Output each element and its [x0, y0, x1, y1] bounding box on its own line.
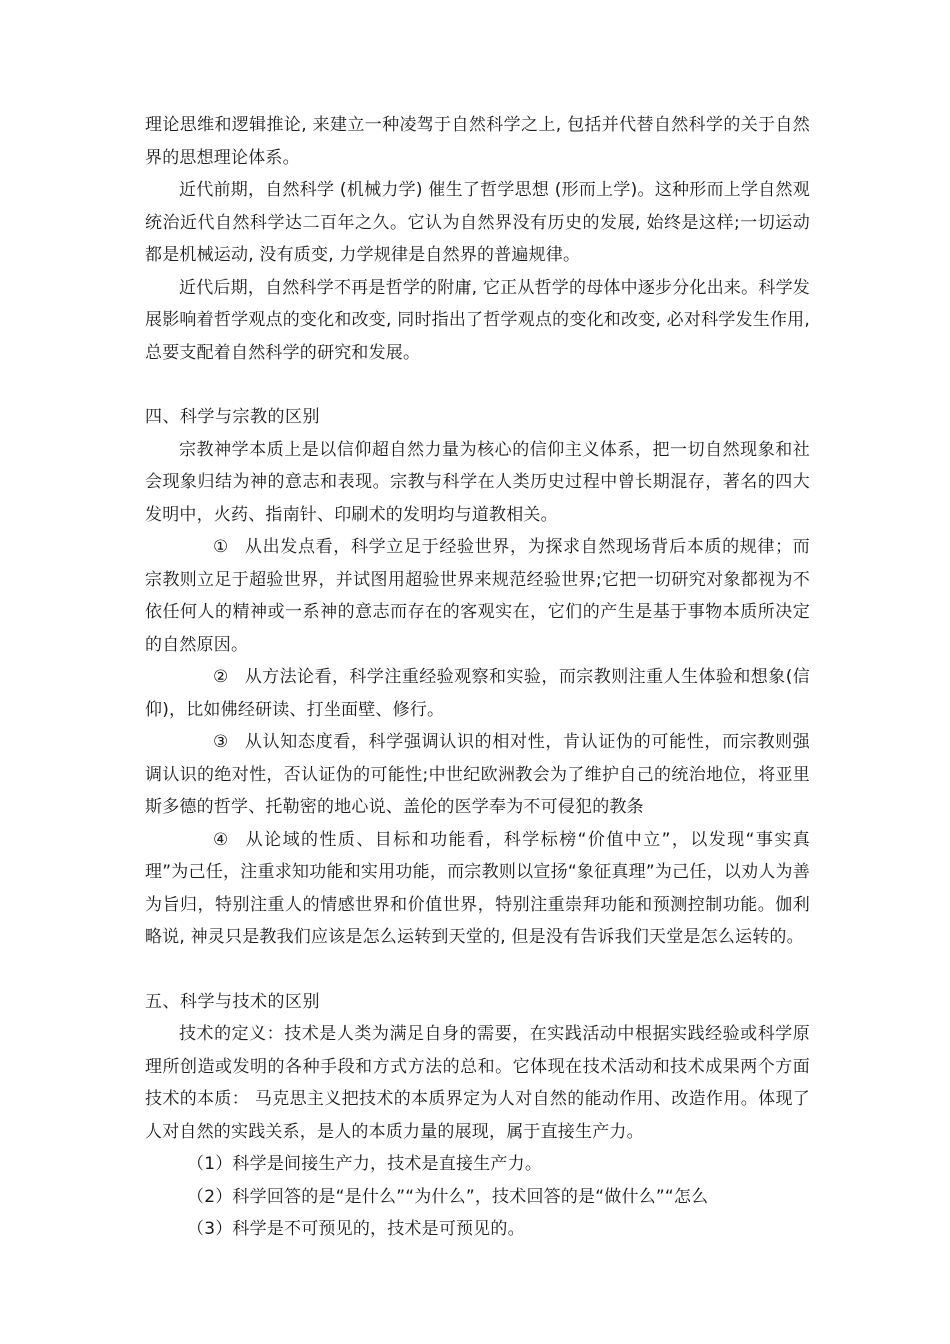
list-marker: ④ [213, 829, 229, 850]
list-item-text: 从认知态度看，科学强调认识的相对性，肯认证伪的可能性，而宗教则强调认识的绝对性，否认证伪的可能性;中世纪欧洲教会为了维护自己的统治地位，将亚里斯多德的哲学、托勒密的地心说、盖伦的医学奉为不可侵犯的教条 [145, 732, 810, 817]
document-body [145, 109, 810, 1246]
paragraph: 技术的定义：技术是人类为满足自身的需要，在实践活动中根据实践经验或科学原理所创造或发明的各种手段和方式方法的总和。它体现在技术活动和技术成果两个方面 技术的本质： 马克思主义把技术的本质界定为人对自然的能动作用、改造作用。体现了人对自然的实践关系，是人的本质力量的展现，属于直接生产力。 [145, 1024, 810, 1142]
paragraph: 理论思维和逻辑推论, 来建立一种凌驾于自然科学之上, 包括并代替自然科学的关于自然界的思想理论体系。 [145, 115, 810, 168]
section-heading-science-technology: 五、科学与技术的区别 [145, 991, 320, 1012]
list-item [145, 726, 810, 824]
paragraph: 近代前期，自然科学 (机械力学) 催生了哲学思想 (形而上学)。这种形而上学自然观统治近代自然科学达二百年之久。它认为自然界没有历史的发展, 始终是这样;一切运动都是机械运动, 没有质变, 力学规律是自然界的普遍规律。 [145, 180, 810, 265]
list-item [145, 661, 810, 726]
paragraph: 宗教神学本质上是以信仰超自然力量为核心的信仰主义体系，把一切自然现象和社会现象归结为神的意志和表现。宗教与科学在人类历史过程中曾长期混存，著名的四大发明中，火药、指南针、印刷术的发明均与道教相关。 [145, 439, 810, 525]
list-marker: ③ [213, 732, 229, 752]
numbered-item: （1）科学是间接生产力，技术是直接生产力。 [187, 1154, 543, 1174]
list-item-text: 从出发点看，科学立足于经验世界，为探求自然现场背后本质的规律；而宗教则立足于超验世界，并试图用超验世界来规范经验世界;它把一切研究对象都视为不依任何人的精神或一系神的意志而存在的客观实在，它们的产生是基于事物本质所决定的自然原因。 [145, 537, 810, 655]
list-marker: ① [213, 537, 229, 557]
numbered-item: （2）科学回答的是“是什么”“为什么”，技术回答的是“做什么”“怎么 [187, 1186, 709, 1207]
list-item [145, 824, 810, 954]
list-marker: ② [213, 667, 229, 687]
section-heading-science-religion: 四、科学与宗教的区别 [145, 407, 320, 427]
numbered-item: （3）科学是不可预见的，技术是可预见的。 [187, 1219, 525, 1239]
list-item-text: 从论域的性质、目标和功能看，科学标榜“价值中立”，以发现“事实真理”为己任，注重求知功能和实用功能，而宗教则以宣扬“象征真理”为己任，以劝人为善为旨归，特别注重人的情感世界和价值世界，特别注重崇拜功能和预测控制功能。伽利略说, 神灵只是教我们应该是怎么运转到天堂的, 但是没有告诉我们天堂是怎么运转的。 [145, 829, 810, 947]
paragraph: 近代后期，自然科学不再是哲学的附庸, 它正从哲学的母体中逐步分化出来。科学发展影响着哲学观点的变化和改变, 同时指出了哲学观点的变化和改变, 必对科学发生作用, 总要支配着自然科学的研究和发展。 [145, 277, 810, 363]
list-item [145, 531, 810, 661]
list-item-text: 从方法论看，科学注重经验观察和实验，而宗教则注重人生体验和想象(信仰)，比如佛经研读、打坐面壁、修行。 [145, 667, 810, 720]
